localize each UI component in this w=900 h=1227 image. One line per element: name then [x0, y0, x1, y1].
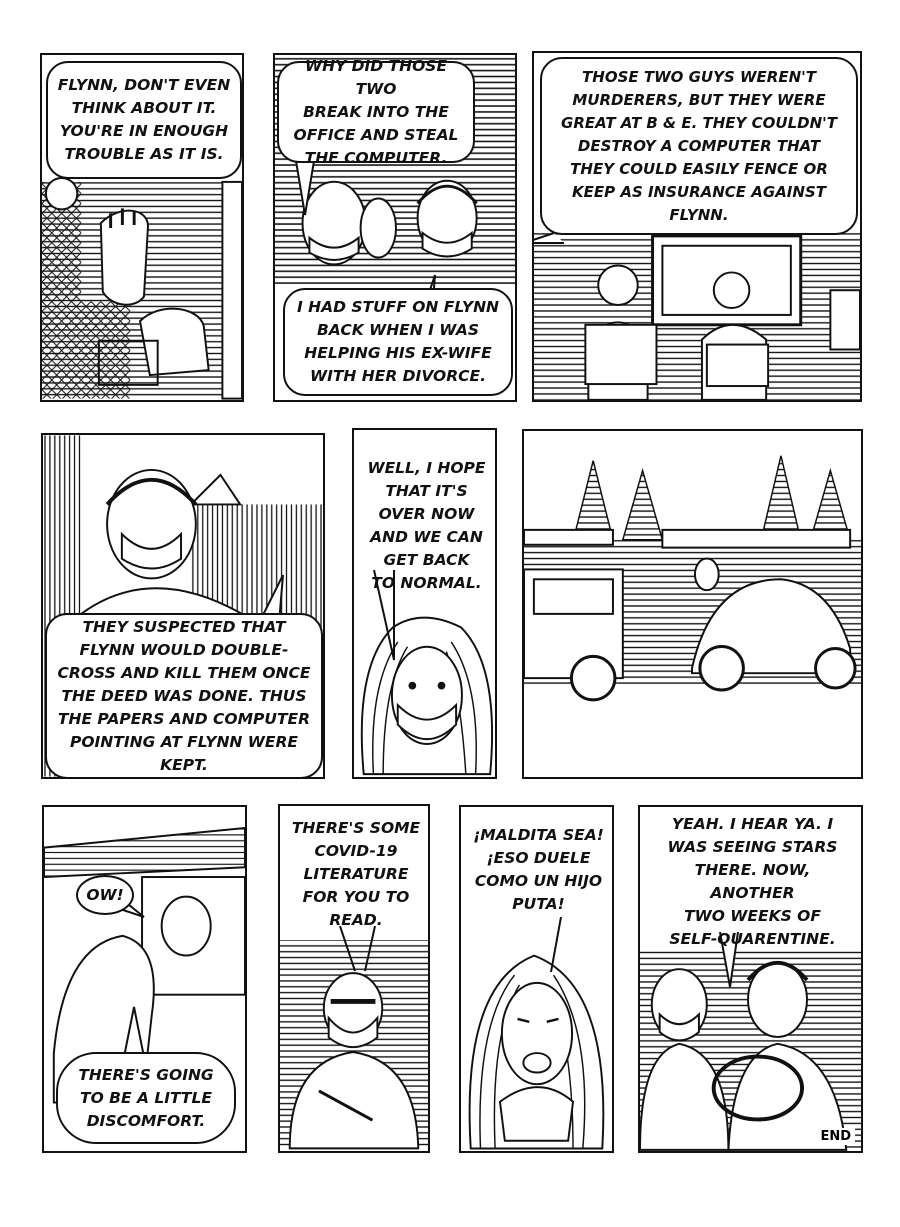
panel-6 [522, 429, 863, 779]
speech-bubble: THERE'S SOME COVID-19 LITERATURE FOR YOU TO READ. [291, 818, 421, 929]
speech-bubble: OW! [76, 875, 134, 915]
speech-bubble: WHY DID THOSE TWO BREAK INTO THE OFFICE AND STEAL THE COMPUTER. [277, 61, 475, 163]
panel-9 [459, 805, 614, 1153]
panel-3 [532, 51, 862, 402]
panel-5 [352, 428, 497, 779]
speech-bubble: THOSE TWO GUYS WEREN'T MURDERERS, BUT THEY WERE GREAT AT B & E. THEY COULDN'T DESTROY A COMPUTER THAT THEY COULD EASILY FENCE OR KEEP AS INSURANCE AGAINST FLYNN. [540, 57, 858, 235]
speech-bubble: THERE'S GOING TO BE A LITTLE DISCOMFORT. [56, 1052, 236, 1144]
panel-6-art [524, 431, 861, 777]
speech-bubble: WELL, I HOPE THAT IT'S OVER NOW AND WE CAN GET BACK TO NORMAL. [367, 459, 486, 592]
speech-bubble: ¡MALDITA SEA! ¡ESO DUELE COMO UN HIJO PUTA! [473, 826, 604, 913]
panel-10 [638, 805, 863, 1153]
speech-bubble: FLYNN, DON'T EVEN THINK ABOUT IT. YOU'RE IN ENOUGH TROUBLE AS IT IS. [46, 61, 242, 179]
panel-4 [41, 433, 325, 779]
speech-tail [521, 917, 581, 977]
panel-8 [278, 804, 430, 1153]
speech-bubble: I HAD STUFF ON FLYNN BACK WHEN I WAS HELPING HIS EX-WIFE WITH HER DIVORCE. [283, 288, 513, 396]
panel-2 [273, 53, 517, 402]
speech-bubble: THEY SUSPECTED THAT FLYNN WOULD DOUBLE- CROSS AND KILL THEM ONCE THE DEED WAS DONE. THUS THE PAPERS AND COMPUTER POINTING AT FLYNN WERE KEPT. [45, 613, 323, 779]
end-label: END [816, 1128, 855, 1145]
panel-7 [42, 805, 247, 1153]
speech-bubble: YEAH. I HEAR YA. I WAS SEEING STARS THERE. NOW, ANOTHER TWO WEEKS OF SELF-QUARENTINE. [667, 815, 838, 948]
panel-1 [40, 53, 244, 402]
